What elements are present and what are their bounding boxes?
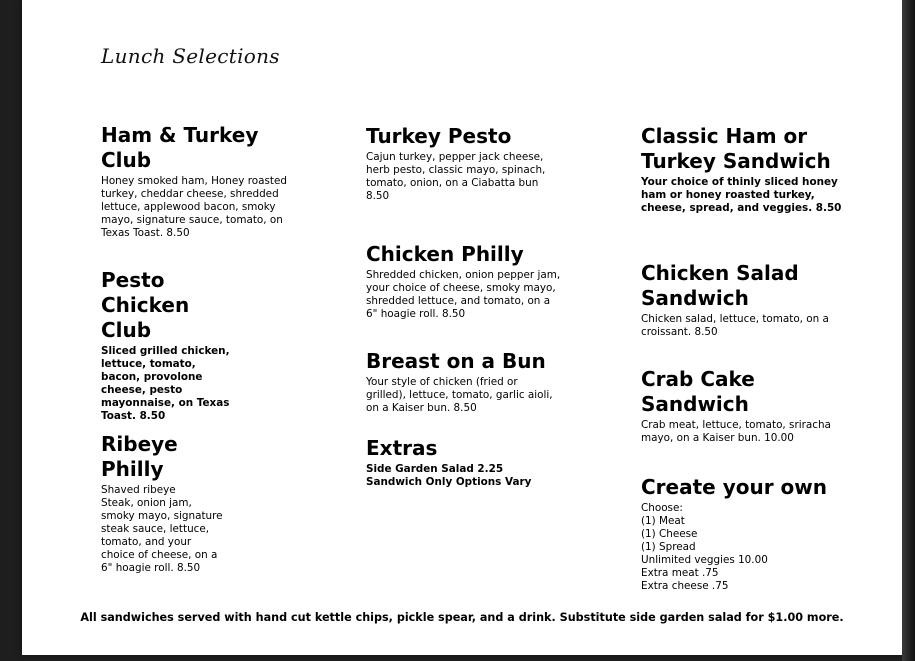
- item-description: Crab meat, lettuce, tomato, sriracha mayo, on a Kaiser bun. 10.00: [641, 419, 831, 444]
- menu-page: [22, 0, 902, 655]
- item-description: Choose: (1) Meat (1) Cheese (1) Spread Unlimited veggies 10.00 Extra meat .75 Extra cheese .75: [641, 502, 768, 592]
- menu-item-classic-ham-or-turkey: [641, 124, 881, 215]
- item-name: Create your own: [641, 475, 827, 499]
- item-description: Chicken salad, lettuce, tomato, on a croissant. 8.50: [641, 313, 829, 338]
- item-name: Breast on a Bun: [366, 349, 546, 373]
- item-description: Shaved ribeye Steak, onion jam, smoky mayo, signature steak sauce, lettuce, tomato, and your choice of cheese, on a 6" hoagie roll. 8.50: [101, 484, 223, 574]
- item-name: Turkey Pesto: [366, 124, 512, 148]
- menu-item-ham-turkey-club: [101, 123, 301, 240]
- menu-item-create-your-own: [641, 475, 881, 593]
- item-description: Side Garden Salad 2.25 Sandwich Only Options Vary: [366, 463, 532, 488]
- menu-item-crab-cake-sandwich: [641, 367, 881, 445]
- item-name: Crab Cake Sandwich: [641, 367, 755, 416]
- item-description: Sliced grilled chicken, lettuce, tomato, bacon, provolone cheese, pesto mayonnaise, on Texas Toast. 8.50: [101, 345, 230, 422]
- item-name: Pesto Chicken Club: [101, 268, 190, 342]
- page-edge-shadow: [902, 0, 915, 661]
- item-name: Chicken Salad Sandwich: [641, 261, 799, 310]
- item-name: Ham & Turkey Club: [101, 123, 259, 172]
- menu-item-turkey-pesto: [366, 124, 596, 203]
- item-description: Cajun turkey, pepper jack cheese, herb pesto, classic mayo, spinach, tomato, onion, on a Ciabatta bun 8.50: [366, 151, 546, 202]
- menu-item-ribeye-philly: [101, 432, 301, 575]
- page-title: Lunch Selections: [101, 44, 280, 68]
- menu-item-chicken-salad-sandwich: [641, 261, 881, 339]
- item-description: Honey smoked ham, Honey roasted turkey, cheddar cheese, shredded lettuce, applewood bacon, smoky mayo, signature sauce, tomato, on Texas Toast. 8.50: [101, 175, 287, 239]
- item-name: Chicken Philly: [366, 242, 524, 266]
- item-description: Shredded chicken, onion pepper jam, your choice of cheese, smoky mayo, shredded lettuce, and tomato, on a 6" hoagie roll. 8.50: [366, 269, 561, 320]
- item-description: Your style of chicken (fried or grilled), lettuce, tomato, garlic aioli, on a Kaiser bun. 8.50: [366, 376, 553, 414]
- menu-item-breast-on-a-bun: [366, 349, 596, 415]
- menu-item-pesto-chicken-club: [101, 268, 301, 423]
- item-name: Ribeye Philly: [101, 432, 178, 481]
- menu-item-chicken-philly: [366, 242, 596, 321]
- item-name: Extras: [366, 436, 438, 460]
- menu-item-extras: [366, 436, 596, 489]
- item-description: Your choice of thinly sliced honey ham or honey roasted turkey, cheese, spread, and veggies. 8.50: [641, 176, 842, 214]
- footer-note: All sandwiches served with hand cut kettle chips, pickle spear, and a drink. Substitute side garden salad for $1.00 more.: [80, 611, 844, 624]
- item-name: Classic Ham or Turkey Sandwich: [641, 124, 831, 173]
